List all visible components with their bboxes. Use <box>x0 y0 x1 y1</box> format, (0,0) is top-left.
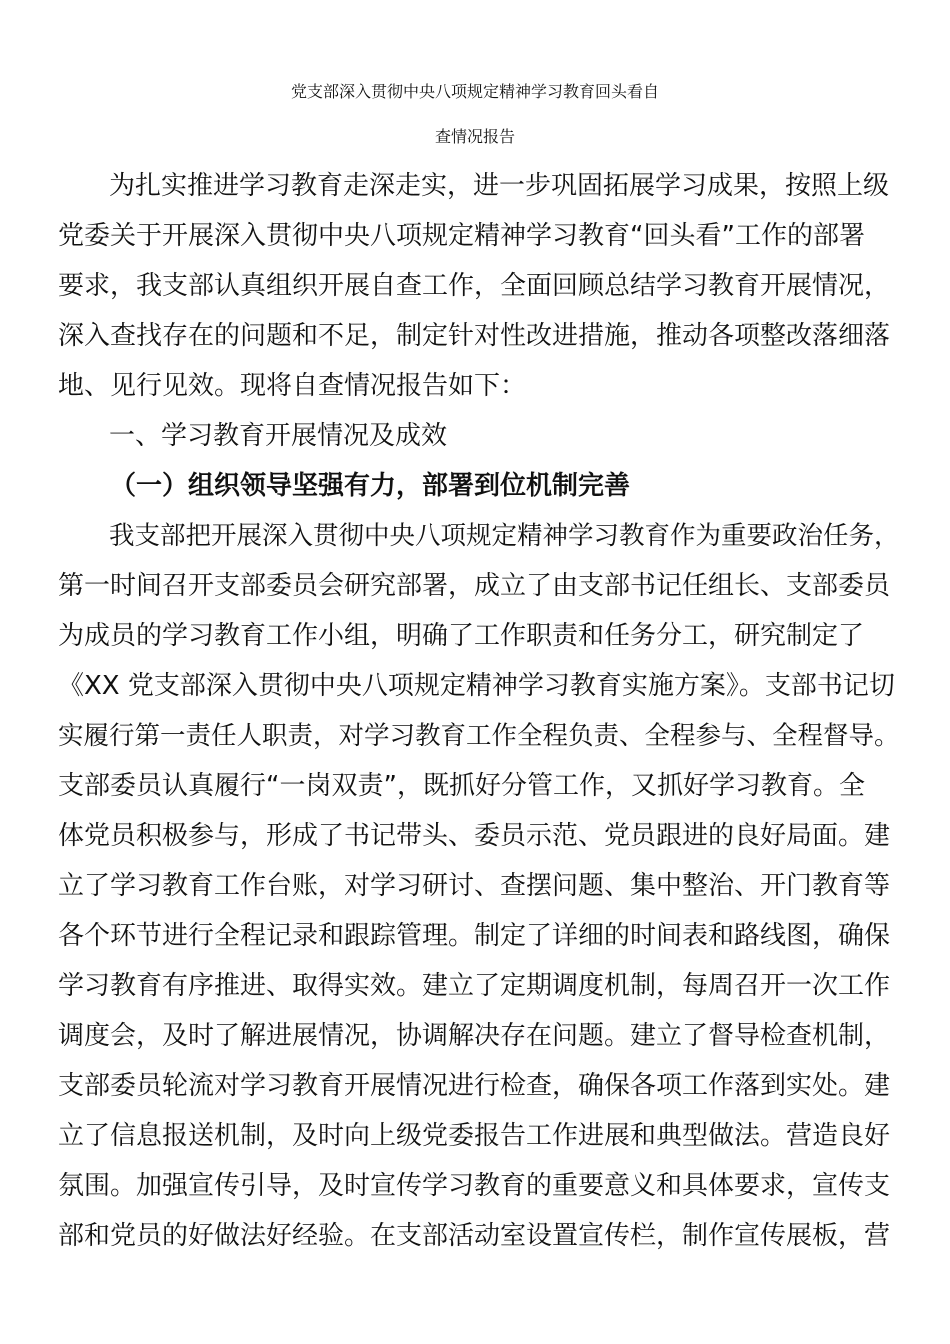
document-title-line-2: 查情况报告 <box>434 127 515 146</box>
body-line: 部和党员的好做法好经验。在支部活动室设置宣传栏，制作宣传展板，营 <box>58 1221 891 1251</box>
subsection-heading: （一）组织领导坚强有力，部署到位机制完善 <box>110 471 631 501</box>
body-line: 立了信息报送机制，及时向上级党委报告工作进展和典型做法。营造良好 <box>58 1121 891 1151</box>
document-title-line-1: 党支部深入贯彻中央八项规定精神学习教育回头看自 <box>290 82 659 101</box>
body-line: 为成员的学习教育工作小组，明确了工作职责和任务分工，研究制定了 <box>58 621 865 651</box>
body-line: 各个环节进行全程记录和跟踪管理。制定了详细的时间表和路线图，确保 <box>58 921 891 951</box>
body-line: 实履行第一责任人职责，对学习教育工作全程负责、全程参与、全程督导。 <box>58 721 900 751</box>
intro-line: 要求，我支部认真组织开展自查工作，全面回顾总结学习教育开展情况， <box>58 271 891 301</box>
section-heading: 一、学习教育开展情况及成效 <box>109 421 448 451</box>
intro-line: 为扎实推进学习教育走深走实，进一步巩固拓展学习成果，按照上级 <box>109 171 890 201</box>
intro-line: 地、见行见效。现将自查情况报告如下： <box>58 371 527 401</box>
body-line: 调度会，及时了解进展情况，协调解决存在问题。建立了督导检查机制， <box>58 1021 891 1051</box>
intro-line: 党委关于开展深入贯彻中央八项规定精神学习教育“回头看”工作的部署 <box>58 221 865 251</box>
body-line: 氛围。加强宣传引导，及时宣传学习教育的重要意义和具体要求，宣传支 <box>58 1171 891 1201</box>
body-line: 支部委员认真履行“一岗双责”，既抓好分管工作，又抓好学习教育。全 <box>58 771 865 801</box>
body-line: 立了学习教育工作台账，对学习研讨、查摆问题、集中整治、开门教育等 <box>58 871 891 901</box>
body-line: 支部委员轮流对学习教育开展情况进行检查，确保各项工作落到实处。建 <box>58 1071 891 1101</box>
body-line: 第一时间召开支部委员会研究部署，成立了由支部书记任组长、支部委员 <box>58 571 891 601</box>
body-line: 我支部把开展深入贯彻中央八项规定精神学习教育作为重要政治任务， <box>109 521 900 551</box>
body-line: 体党员积极参与，形成了书记带头、委员示范、党员跟进的良好局面。建 <box>58 821 891 851</box>
body-line: 学习教育有序推进、取得实效。建立了定期调度机制，每周召开一次工作 <box>58 971 891 1001</box>
body-line: 《XX 党支部深入贯彻中央八项规定精神学习教育实施方案》。支部书记切 <box>58 671 895 701</box>
intro-line: 深入查找存在的问题和不足，制定针对性改进措施，推动各项整改落细落 <box>58 321 891 351</box>
